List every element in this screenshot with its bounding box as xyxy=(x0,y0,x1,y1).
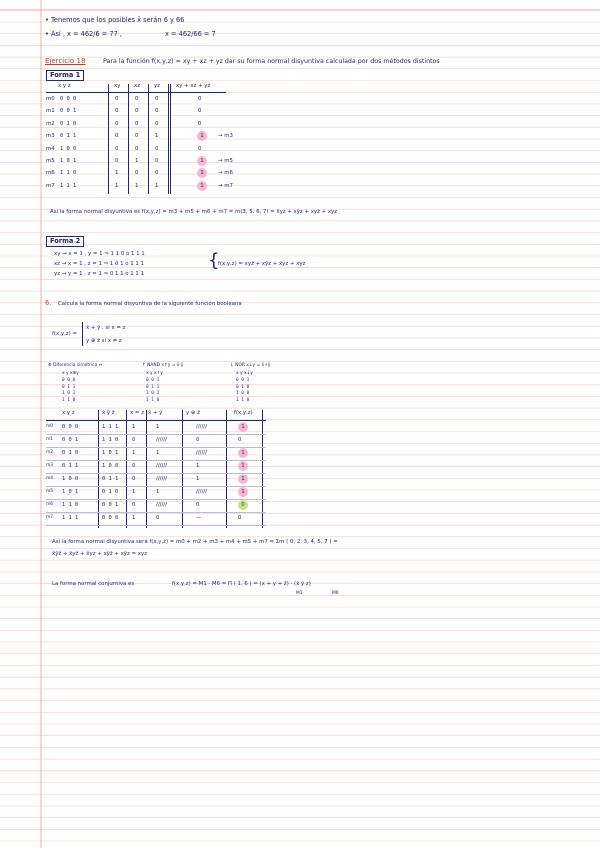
t2-xor: ////// xyxy=(196,489,207,495)
t1-vars: 0 0 0 xyxy=(60,96,77,102)
t2-xor: 0 xyxy=(196,502,200,508)
t1-xy: 0 xyxy=(115,133,119,140)
t2-eq: 1 xyxy=(132,489,136,495)
fnd-2-line-1: Así la forma normal disyuntiva será f(x,y,z) = m0 + m2 + m3 + m4 + m5 + m7 = Σm ( 0, 2, 3, 4, 5, 7 ) = xyxy=(52,539,338,545)
t2-nand: 1 xyxy=(156,450,160,456)
t2-f: 1 xyxy=(238,448,248,458)
t2-vars: 0 1 1 xyxy=(62,463,79,469)
t2-xor: ////// xyxy=(196,450,207,456)
t2-vars: 0 0 0 xyxy=(62,424,79,430)
exercise-18-statement: Para la función f(x,y,z) = xy + xz + yz dar su forma normal disyuntiva calculada por dos métodos distintos xyxy=(103,58,440,65)
mini1_rows-row: 0 1 1 xyxy=(62,384,76,390)
t1-header-vars: x y z xyxy=(58,83,71,89)
t1-xz: 1 xyxy=(135,182,139,189)
note-line-2b: x = 462/66 = 7 xyxy=(165,30,216,38)
forma-2-result: f(x,y,z) = xyz̄ + xȳz + x̄yz + xyz xyxy=(218,261,306,267)
t2-head-nand: x̄ + ȳ xyxy=(148,410,163,416)
t2-nand: ////// xyxy=(156,502,167,508)
t2-eq: 1 xyxy=(132,424,136,430)
t2-vars: 1 0 0 xyxy=(62,476,79,482)
t1-result: 0 xyxy=(198,108,202,115)
t1-vars: 0 1 1 xyxy=(60,133,77,140)
t1-minterm: m3 xyxy=(46,133,55,140)
t1-vars: 0 1 0 xyxy=(60,120,77,127)
mini2_rows-row: 1 1 0 xyxy=(146,397,160,403)
t2-minterm: m5 xyxy=(46,489,54,494)
t1-yz: 0 xyxy=(155,108,159,115)
t2-f: 0 xyxy=(238,500,248,510)
t2-f: 0 xyxy=(238,515,242,521)
mini1_rows-row: 0 0 0 xyxy=(62,378,76,383)
t1-xy: 0 xyxy=(115,145,119,152)
t2-minterm: m3 xyxy=(46,463,54,468)
t1-xy: 0 xyxy=(115,108,119,115)
t2-head-vars: x y z xyxy=(62,410,75,416)
t2-neg: 1 0 0 xyxy=(102,463,119,469)
t1-yz: 1 xyxy=(155,182,159,189)
t2-eq: 0 xyxy=(132,463,136,469)
t2-xor: ////// xyxy=(196,424,207,430)
t1-vars: 1 1 1 xyxy=(60,182,77,189)
t2-vars: 0 1 0 xyxy=(62,450,79,456)
t2-minterm: m7 xyxy=(46,515,54,520)
t2-nand: ////// xyxy=(156,463,167,469)
t1-header-sum: xy + xz + yz xyxy=(176,83,211,89)
fnc-result: f(x,y,z) = M1 · M6 = Π ( 1, 6 ) = (x + y + z̄) · (x̄ ȳ z) xyxy=(172,581,311,587)
t2-xor: 1 xyxy=(196,463,200,469)
t1-note: → m7 xyxy=(218,182,233,189)
t2-eq: 0 xyxy=(132,502,136,508)
t2-nand: 0 xyxy=(156,515,160,521)
forma-1-label: Forma 1 xyxy=(46,70,84,81)
fnc-label: La forma normal conjuntiva es xyxy=(52,581,135,587)
t1-xz: 0 xyxy=(135,120,139,127)
t1-result: 1 xyxy=(197,131,207,141)
t2-f: 1 xyxy=(238,474,248,484)
t2-vars: 1 0 1 xyxy=(62,489,79,495)
forma-2-line-3: yz → y = 1 , z = 1 ⇒ 0 1 1 ó 1 1 1 xyxy=(54,271,144,277)
t1-note: → m3 xyxy=(218,133,233,140)
t2-f: 1 xyxy=(238,487,248,497)
mini1_rows-row: 1 0 1 xyxy=(62,391,76,396)
t1-result: 0 xyxy=(198,145,202,152)
t1-xz: 0 xyxy=(135,133,139,140)
t2-neg: 1 1 1 xyxy=(102,424,119,430)
mini2_rows-row: 0 1 1 xyxy=(146,384,160,390)
t1-minterm: m6 xyxy=(46,170,55,177)
note-line-2a: • Así , x = 462/6 = 77 , xyxy=(45,30,122,38)
t2-minterm: m4 xyxy=(46,476,54,481)
forma-2-line-2: xz → x = 1 , z = 1 ⇒ 1 0 1 ó 1 1 1 xyxy=(54,261,144,267)
t1-result: 0 xyxy=(198,96,202,102)
mini2_rows-row: 0 0 1 xyxy=(146,378,160,383)
brace: { xyxy=(208,250,220,271)
t1-xy: 0 xyxy=(115,96,119,102)
mini-nor-title: ↓ NOR x↓y = x̄+ȳ xyxy=(230,363,271,368)
t2-eq: 0 xyxy=(132,476,136,482)
mini-nor-head: x y x↓y xyxy=(236,371,253,376)
t1-xz: 0 xyxy=(135,108,139,115)
t2-neg: 1 0 1 xyxy=(102,450,119,456)
note-line-1: • Tenemos que los posibles x̄ serán 6 y 66 xyxy=(45,16,185,24)
fnd-2-line-2: x̄ȳz̄ + x̄yz̄ + x̄yz + xȳz̄ + xȳz = xyz xyxy=(52,551,147,557)
t2-neg: 0 1 0 xyxy=(102,489,119,495)
t2-neg: 0 0 1 xyxy=(102,502,119,508)
t1-minterm: m7 xyxy=(46,182,55,189)
t2-vars: 0 0 1 xyxy=(62,437,79,443)
t1-vars: 1 0 0 xyxy=(60,145,77,152)
t2-vars: 1 1 1 xyxy=(62,515,79,521)
t1-header-yz: yz xyxy=(154,83,161,89)
t2-xor: 0 xyxy=(196,437,200,443)
t1-yz: 0 xyxy=(155,96,159,102)
t1-xz: 1 xyxy=(135,158,139,164)
fdef-lhs: f(x,y,z) = xyxy=(52,331,77,337)
t1-yz: 1 xyxy=(155,133,159,140)
t2-minterm: m6 xyxy=(46,502,54,507)
t1-yz: 0 xyxy=(155,158,159,164)
t1-minterm: m4 xyxy=(46,145,55,152)
fdef-case-2: y ⊕ z̄ si x ≠ z xyxy=(86,338,122,344)
t1-minterm: m0 xyxy=(46,96,55,102)
t2-xor: 1 xyxy=(196,476,200,482)
t2-nand: 1 xyxy=(156,489,160,495)
t1-xz: 0 xyxy=(135,170,139,177)
t1-result: 1 xyxy=(197,168,207,178)
mini-xor-head: x y x⊕y xyxy=(62,371,79,376)
t1-xz: 0 xyxy=(135,145,139,152)
t2-xor: — xyxy=(196,515,202,521)
t1-xy: 1 xyxy=(115,170,119,177)
t1-header-xy: xy xyxy=(114,83,121,89)
t2-f: 1 xyxy=(238,422,248,432)
mini3_rows-row: 0 0 1 xyxy=(236,378,250,383)
fnd-1-result: Así la forma normal disyuntiva es f(x,y,z) = m3 + m5 + m6 + m7 = m(3, 5, 6, 7) = x̄yz + xȳz + xyz̄ + xyz xyxy=(50,209,338,215)
forma-2-line-1: xy → x = 1 , y = 1 ⇒ 1 1 0 ó 1 1 1 xyxy=(54,251,145,257)
t2-eq: 1 xyxy=(132,515,136,521)
mini3_rows-row: 1 1 0 xyxy=(236,397,250,403)
t2-minterm: m0 xyxy=(46,424,54,429)
t2-minterm: m1 xyxy=(46,437,54,442)
mini3_rows-row: 0 1 0 xyxy=(236,384,250,390)
mini2_rows-row: 1 0 1 xyxy=(146,391,160,396)
t2-eq: 0 xyxy=(132,437,136,443)
t2-head-f: f(x,y,z) xyxy=(234,410,253,416)
t1-vars: 1 0 1 xyxy=(60,158,77,164)
mini-nand-title: ↑ NAND x↑y = x̄·ȳ xyxy=(142,363,184,368)
t2-vars: 1 1 0 xyxy=(62,502,79,508)
t2-eq: 1 xyxy=(132,450,136,456)
t2-f: 0 xyxy=(238,437,242,443)
t2-nand: 1 xyxy=(156,424,160,430)
t1-note: → m5 xyxy=(218,158,233,164)
forma-2-label: Forma 2 xyxy=(46,236,84,247)
t1-xy: 0 xyxy=(115,158,119,164)
t1-note: → m6 xyxy=(218,170,233,177)
exercise-6-statement: Calcula la forma normal disyuntiva de la siguiente función booleana xyxy=(58,301,242,307)
mini1_rows-row: 1 1 0 xyxy=(62,397,76,403)
t2-minterm: m2 xyxy=(46,450,54,455)
mini-xor-title: ⊕ Diferencia simétrica ↔ xyxy=(48,363,103,368)
t1-vars: 0 0 1 xyxy=(60,108,77,115)
t1-xy: 1 xyxy=(115,182,119,189)
exercise-18-title: Ejercicio 18 xyxy=(45,57,86,65)
t2-nand: ////// xyxy=(156,476,167,482)
t2-f: 1 xyxy=(238,461,248,471)
t1-minterm: m1 xyxy=(46,108,55,115)
t1-yz: 0 xyxy=(155,120,159,127)
t2-neg: 1 1 0 xyxy=(102,437,119,443)
t2-nand: ////// xyxy=(156,437,167,443)
t2-neg: 0 0 0 xyxy=(102,515,119,521)
t1-minterm: m2 xyxy=(46,120,55,127)
t2-head-eq: x = z xyxy=(130,410,144,416)
exercise-6-number: 6. xyxy=(45,299,52,307)
t1-result: 1 xyxy=(197,181,207,191)
mini3_rows-row: 1 0 0 xyxy=(236,391,250,396)
t1-minterm: m5 xyxy=(46,158,55,164)
fnc-sub-m1: M1 xyxy=(296,591,303,596)
t1-result: 0 xyxy=(198,120,202,127)
t1-yz: 0 xyxy=(155,170,159,177)
mini-nand-head: x y x↑y xyxy=(146,371,163,376)
t2-neg: 0 1 1 xyxy=(102,476,119,482)
t2-head-xor: y ⊕ z̄ xyxy=(186,410,200,416)
t1-vars: 1 1 0 xyxy=(60,170,77,177)
t1-header-xz: xz xyxy=(134,83,141,89)
fdef-case-1: x̄ + ȳ , si x = z xyxy=(86,325,126,331)
fnc-sub-m6: M6 xyxy=(332,591,339,596)
t1-xy: 0 xyxy=(115,120,119,127)
t1-xz: 0 xyxy=(135,96,139,102)
t1-result: 1 xyxy=(197,156,207,166)
t2-head-neg: x̄ ȳ z̄ xyxy=(102,410,115,416)
t1-yz: 0 xyxy=(155,145,159,152)
